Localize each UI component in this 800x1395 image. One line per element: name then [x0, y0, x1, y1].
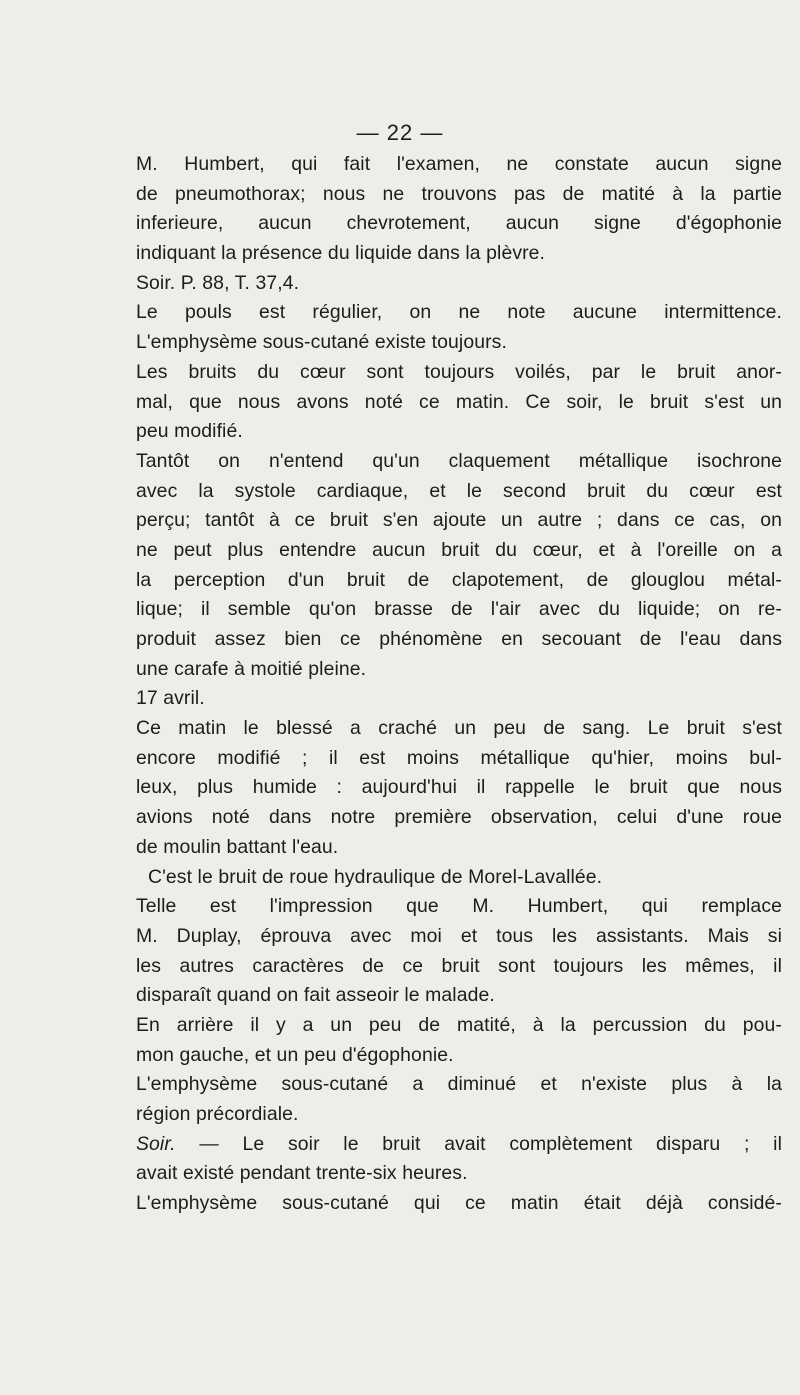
text-line: avec la systole cardiaque, et le second bruit du cœur est	[136, 479, 782, 502]
text-line: avions noté dans notre première observation, celui d'une roue	[136, 806, 782, 829]
text-line: perçu; tantôt à ce bruit s'en ajoute un autre ; dans ce cas, on	[136, 509, 782, 532]
text-line: de pneumothorax; nous ne trouvons pas de matité à la partie	[136, 182, 782, 205]
text-line: leux, plus humide : aujourd'hui il rappelle le bruit que nous	[136, 776, 782, 799]
text-line: la perception d'un bruit de clapotement, de glouglou métal-	[136, 568, 782, 591]
page-number: — 22 —	[356, 120, 444, 145]
text-line: L'emphysème sous-cutané a diminué et n'existe plus à la	[136, 1073, 782, 1096]
text-line: En arrière il y a un peu de matité, à la percussion du pou-	[136, 1013, 782, 1036]
text-line: une carafe à moitié pleine.	[136, 657, 367, 680]
text-line: C'est le bruit de roue hydraulique de Morel-Lavallée.	[148, 865, 603, 888]
text-line: inferieure, aucun chevrotement, aucun signe d'égophonie	[136, 212, 782, 235]
text-line: avait existé pendant trente-six heures.	[136, 1162, 468, 1185]
line-rest: — Le soir le bruit avait complètement disparu ; il	[175, 1132, 782, 1155]
text-line: lique; il semble qu'on brasse de l'air avec du liquide; on re-	[136, 598, 782, 621]
text-line: Telle est l'impression que M. Humbert, qui remplace	[136, 895, 782, 918]
text-line: Ce matin le blessé a craché un peu de sang. Le bruit s'est	[136, 717, 782, 740]
body-text	[136, 150, 782, 1219]
italic-prefix: Soir.	[136, 1132, 176, 1155]
text-line: produit assez bien ce phénomène en secouant de l'eau dans	[136, 628, 782, 650]
text-line: région précordiale.	[136, 1103, 299, 1125]
text-line	[136, 1130, 782, 1160]
text-line: de moulin battant l'eau.	[136, 835, 339, 858]
text-line: Soir. P. 88, T. 37,4.	[136, 271, 300, 294]
text-line: Le pouls est régulier, on ne note aucune intermittence.	[136, 301, 782, 324]
text-line: M. Duplay, éprouva avec moi et tous les assistants. Mais si	[136, 924, 782, 947]
text-line: les autres caractères de ce bruit sont toujours les mêmes, il	[136, 954, 782, 977]
text-line: disparaît quand on fait asseoir le malade.	[136, 984, 495, 1007]
text-line: ne peut plus entendre aucun bruit du cœur, et à l'oreille on a	[136, 538, 782, 561]
text-line: peu modifié.	[136, 420, 243, 443]
text-line: Les bruits du cœur sont toujours voilés, par le bruit anor-	[136, 360, 782, 383]
text-line: 17 avril.	[136, 687, 205, 710]
text-line: L'emphysème sous-cutané qui ce matin était déjà considé-	[136, 1192, 782, 1215]
text-line: Tantôt on n'entend qu'un claquement métallique isochrone	[136, 449, 782, 472]
text-line: M. Humbert, qui fait l'examen, ne constate aucun signe	[136, 153, 782, 175]
text-line: encore modifié ; il est moins métallique qu'hier, moins bul-	[136, 746, 782, 769]
text-line: L'emphysème sous-cutané existe toujours.	[136, 331, 507, 354]
text-line: mal, que nous avons noté ce matin. Ce soir, le bruit s'est un	[136, 390, 782, 413]
text-line: mon gauche, et un peu d'égophonie.	[136, 1043, 454, 1066]
text-line: indiquant la présence du liquide dans la plèvre.	[136, 242, 546, 265]
